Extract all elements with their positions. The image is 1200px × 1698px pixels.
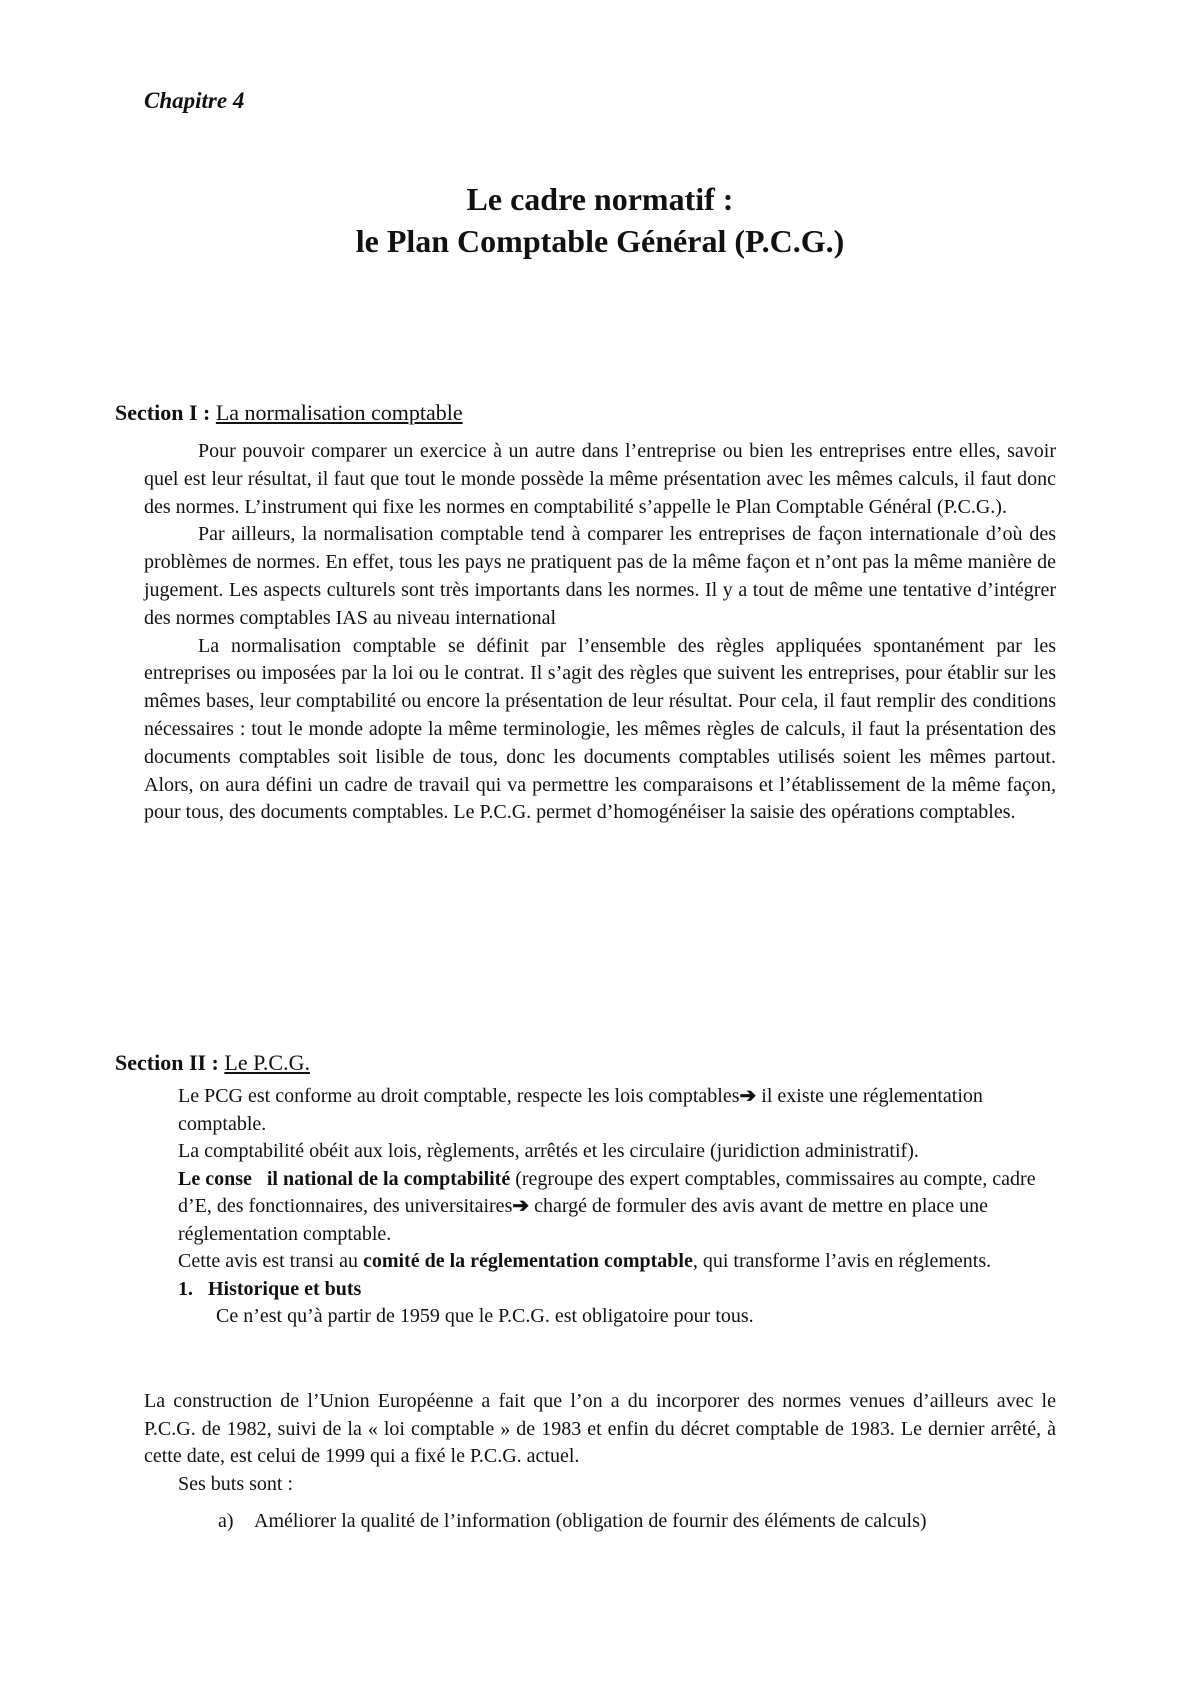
section-2-body (178, 1083, 1058, 1331)
section-2-label: Section II : (115, 1050, 219, 1075)
section-2-name: Le P.C.G. (224, 1050, 310, 1075)
page-title (0, 178, 1200, 262)
p1-tail: il existe une réglementation comptable. (178, 1085, 983, 1135)
arrow-icon: ➔ (512, 1195, 530, 1217)
section-1-label: Section I : (115, 400, 211, 425)
crc-label: comité de la réglementation comptable (362, 1250, 693, 1272)
title-line-2: le Plan Comptable Général (P.C.G.) (355, 223, 845, 259)
subsection-title: Historique et buts (208, 1277, 362, 1300)
p4-text: Cette avis est transi au (178, 1250, 363, 1272)
p1-text: Le PCG est conforme au droit comptable, respecte les lois comptables (178, 1085, 740, 1107)
list-item (218, 1508, 1058, 1536)
section-2-paragraph-2: La comptabilité obéit aux lois, règlements, arrêtés et les circulaire (juridiction administratif). (178, 1140, 919, 1162)
buts-list (218, 1508, 1058, 1536)
section-1-paragraph: Pour pouvoir comparer un exercice à un autre dans l’entreprise ou bien les entreprises entre elles, savoir quel est leur résultat, il faut que tout le monde possède la même présentation avec les mêmes calculs, il faut donc des normes. L’instrument qui fixe les normes en comptabilité s’appelle le Plan Comptable Général (P.C.G.). (144, 440, 1056, 518)
cnc-label: Le conse il national de la comptabilité (178, 1167, 511, 1190)
title-line-1: Le cadre normatif : (466, 181, 734, 217)
section-2-heading (115, 1050, 310, 1076)
section-1-paragraph: Par ailleurs, la normalisation comptable tend à comparer les entreprises de façon internationale d’où des problèmes de normes. En effet, tous les pays ne pratiquent pas de la même façon et n’ont pas la même manière de jugement. Les aspects culturels sont très importants dans les normes. Il y a tout de même une tentative d’intégrer des normes comptables IAS au niveau international (144, 523, 1056, 629)
p3-text: (regroupe des expert comptables, commissaires au compte, cadre d’E, des fonctionnaires, des universitaires (178, 1167, 1036, 1217)
section-2-paragraph-4 (178, 1248, 1058, 1276)
section-1-paragraph: La normalisation comptable se définit par l’ensemble des règles appliquées spontanément par les entreprises ou imposées par la loi ou le contrat. Il s’agit des règles que suivent les entreprises, pour établir sur les mêmes bases, leur comptabilité ou encore la présentation de leur résultat. Pour cela, il faut remplir des conditions nécessaires : tout le monde adopte la même terminologie, les mêmes règles de calculs, il faut la présentation des documents comptables soit lisible de tous, donc les documents comptables utilisés soient les mêmes partout. Alors, on aura défini un cadre de travail qui va permettre les comparaisons et l’établissement de la même façon, pour tous, des documents comptables. Le P.C.G. permet d’homogénéiser la saisie des opérations comptables. (144, 634, 1056, 824)
subsection-1-heading (178, 1276, 1058, 1304)
section-2-paragraph-3 (178, 1166, 1058, 1249)
subsection-number: 1. (178, 1277, 193, 1300)
section-2-paragraph-1 (178, 1083, 1058, 1138)
p4-tail: , qui transforme l’avis en réglements. (692, 1250, 992, 1272)
list-item-text: Améliorer la qualité de l’information (obligation de fournir des éléments de calculs) (254, 1510, 927, 1532)
p3-tail: chargé de formuler des avis avant de mettre en place une réglementation comptable. (178, 1195, 988, 1245)
list-item-label: a) (218, 1510, 234, 1532)
section-1-heading (115, 400, 463, 426)
arrow-icon: ➔ (739, 1085, 757, 1107)
history-paragraph: La construction de l’Union Européenne a fait que l’on a du incorporer des normes venues d’ailleurs avec le P.C.G. de 1982, suivi de la « loi comptable » de 1983 et enfin du décret comptable de 1983. Le dernier arrêté, à cette date, est celui de 1999 qui a fixé le P.C.G. actuel. (144, 1390, 1056, 1467)
history-line-1: Ce n’est qu’à partir de 1959 que le P.C.G. est obligatoire pour tous. (216, 1305, 754, 1327)
section-1-body (144, 438, 1056, 827)
section-1-name: La normalisation comptable (215, 400, 463, 425)
buts-intro: Ses buts sont : (178, 1473, 294, 1495)
chapter-label: Chapitre 4 (144, 88, 245, 113)
